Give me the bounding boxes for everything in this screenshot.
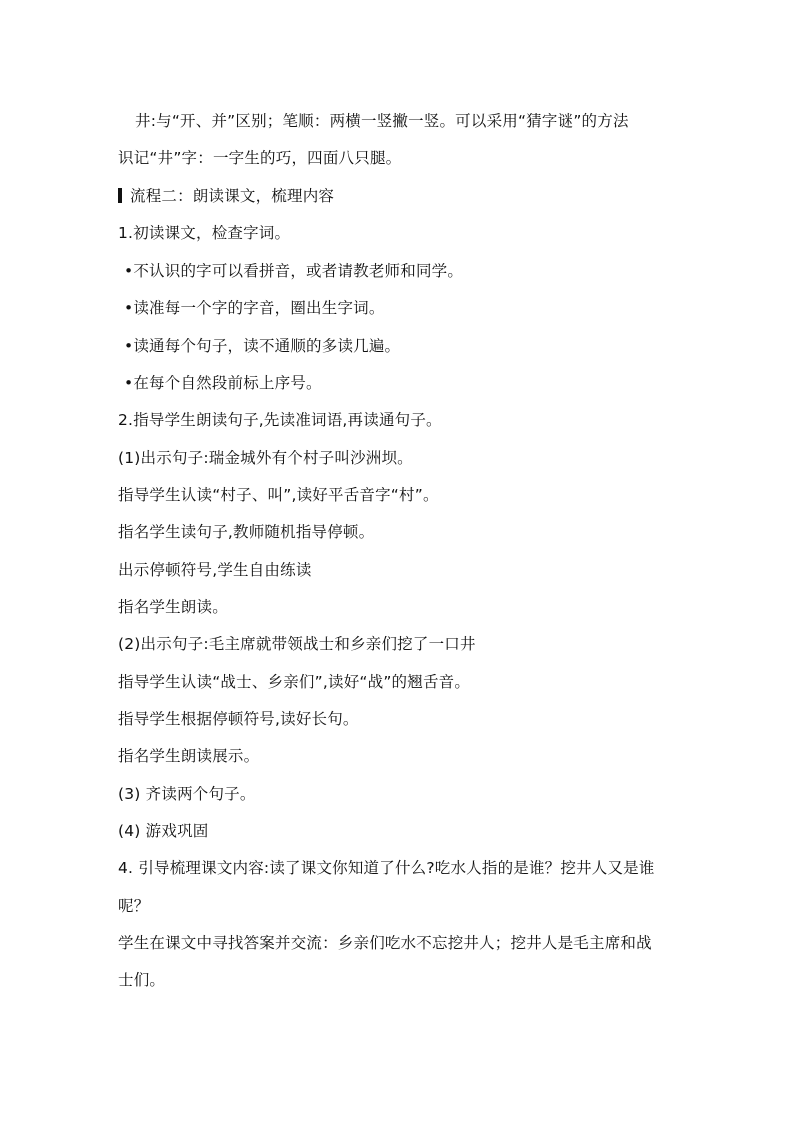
list-item: 1.初读课文，检查字词。 [118,224,291,242]
list-item: 4. 引导梳理课文内容:读了课文你知道了什么?吃水人指的是谁？挖井人又是谁 [118,859,655,877]
paragraph-line: 指名学生朗读展示。 [118,747,260,765]
section-heading [118,186,678,206]
paragraph-line: 士们。 [118,971,166,989]
paragraph-line: (1)出示句子:瑞金城外有个村子叫沙洲坝。 [118,449,413,467]
list-item: 2.指导学生朗读句子,先读准词语,再读通句子。 [118,411,442,429]
paragraph-line: (4) 游戏巩固 [118,822,209,840]
paragraph-line: 井:与“开、并”区别；笔顺：两横一竖撇一竖。可以采用“猜字谜”的方法 [135,112,629,130]
paragraph-line: (2)出示句子:毛主席就带领战士和乡亲们挖了一口井 [118,635,476,653]
paragraph-line: 出示停顿符号,学生自由练读 [118,561,312,579]
paragraph-line: 指导学生认读“村子、叫”,读好平舌音字“村”。 [118,486,439,504]
bullet-item: •读准每一个字的字音，圈出生字词。 [124,299,385,317]
paragraph-line: 呢？ [118,897,150,915]
paragraph-line: 指导学生认读“战士、乡亲们”,读好“战”的翘舌音。 [118,673,471,691]
paragraph-line: (3) 齐读两个句子。 [118,785,256,803]
bullet-item: •读通每个句子，读不通顺的多读几遍。 [124,337,401,355]
paragraph-line: 指名学生朗读。 [118,598,228,616]
paragraph-line: 学生在课文中寻找答案并交流：乡亲们吃水不忘挖井人；挖井人是毛主席和战 [118,934,652,952]
paragraph-line: 指名学生读句子,教师随机指导停顿。 [118,523,375,541]
paragraph-line: 指导学生根据停顿符号,读好长句。 [118,710,359,728]
heading-marker-icon [118,188,122,203]
section-heading-text: 流程二：朗读课文，梳理内容 [130,187,335,205]
bullet-item: •不认识的字可以看拼音，或者请教老师和同学。 [124,262,464,280]
bullet-item: •在每个自然段前标上序号。 [124,374,322,392]
paragraph-line: 识记“井”字：一字生的巧，四面八只腿。 [118,149,402,167]
